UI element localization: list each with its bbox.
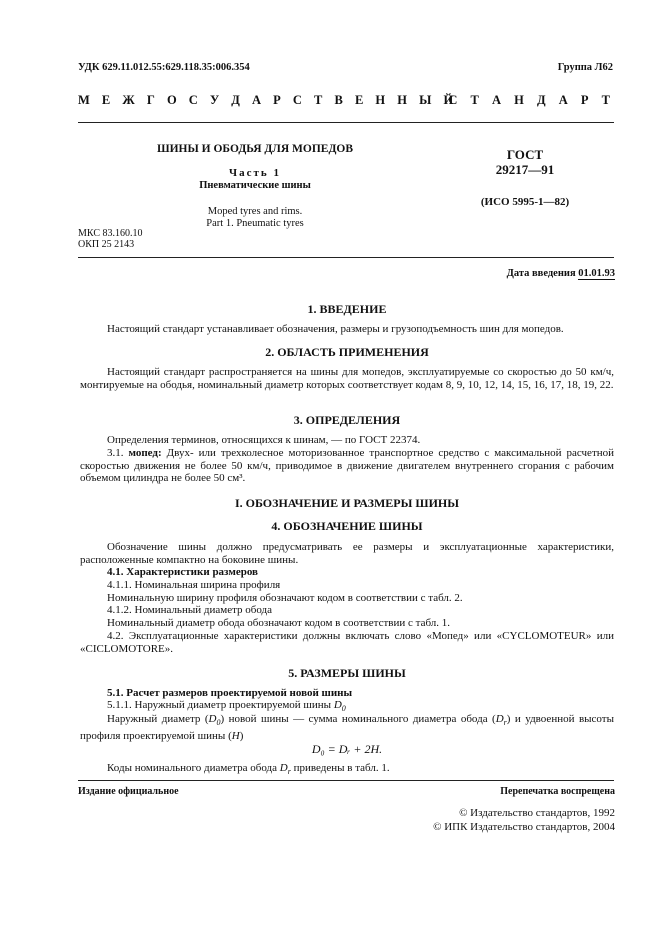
- english-title-2: Part 1. Pneumatic tyres: [206, 218, 304, 229]
- section-4-1-1-text: Номинальную ширину профиля обозначают кодом в соответствии с табл. 2.: [107, 592, 463, 604]
- section-4-1-2-text: Номинальный диаметр обода обозначают кодом в соответствии с табл. 1.: [107, 617, 451, 629]
- mks-code: МКС 83.160.10: [78, 228, 143, 239]
- iso-reference: (ИСО 5995-1—82): [480, 196, 570, 208]
- section-5-codes-text: Коды номинального диаметра обода $D_r$ приведены в табл. 1.: [107, 762, 390, 777]
- gost-number: 29217—91: [495, 162, 555, 177]
- udc-code: УДК 629.11.012.55:629.118.35:006.354: [78, 62, 250, 73]
- copyright-1992: © Издательство стандартов, 1992: [459, 807, 615, 819]
- section-5-1-1-text: Наружный диаметр $(D_0)$ новой шины — сумма номинального диаметра обода $(D_r)$ и удвоенной высоты профиля проектируемой шины (H): [80, 713, 614, 742]
- gost-label: ГОСТ: [506, 147, 544, 162]
- section-4-1-2-heading: 4.1.2. Номинальный диаметр обода: [107, 604, 273, 616]
- header-rule: [78, 122, 614, 123]
- intro-date-value: 01.01.93: [578, 268, 615, 279]
- section-3-1-definition: [80, 447, 614, 485]
- section-4-1-1-heading: 4.1.1. Номинальная ширина профиля: [107, 579, 281, 591]
- diameter-formula: D₀ = Dᵣ + 2H.: [311, 742, 383, 756]
- section-2-heading: 2. ОБЛАСТЬ ПРИМЕНЕНИЯ: [265, 345, 429, 359]
- definition-number: 3.1.: [107, 447, 124, 459]
- section-2-text: Настоящий стандарт распространяется на шины для мопедов, эксплуатируемые со скоростью до 50 км/ч, монтируемые на ободья, номинальный диаметр которых соответствует кодам 8, 9, 10, 12, 14, 15, 16, 17, 18, 19, 22.: [80, 366, 614, 391]
- banner-standard: С Т А Н Д А Р Т: [448, 93, 615, 107]
- title-rule: [78, 257, 614, 258]
- section-4-1-heading: 4.1. Характеристики размеров: [107, 566, 258, 578]
- reprint-notice: Перепечатка воспрещена: [500, 786, 615, 797]
- document-title: ШИНЫ И ОБОДЬЯ ДЛЯ МОПЕДОВ: [156, 143, 354, 155]
- english-title-1: Moped tyres and rims.: [207, 206, 303, 217]
- section-5-1-1-label: 5.1.1. Наружный диаметр проектируемой шины: [107, 699, 332, 711]
- section-4-text: Обозначение шины должно предусматривать ее размеры и эксплуатационные характеристики, расположенные компактно на боковине шины.: [80, 541, 614, 566]
- section-3-text: Определения терминов, относящихся к шинам, — по ГОСТ 22374.: [107, 434, 421, 446]
- banner-interstate: М Е Ж Г О С У Д А Р С Т В Е Н Н Ы Й: [78, 93, 457, 107]
- intro-date-label: Дата введения: [506, 268, 576, 279]
- outer-diameter-symbol: $D_0$: [333, 699, 346, 714]
- part-number: Часть 1: [229, 167, 281, 179]
- section-5-1-heading: 5.1. Расчет размеров проектируемой новой шины: [107, 687, 353, 699]
- section-5-heading: 5. РАЗМЕРЫ ШИНЫ: [288, 666, 406, 680]
- definition-text: Двух- или трехколесное моторизованное транспортное средство с максимальной расчетной скоростью движения не более 50 км/ч, приводимое в движение двигателем внутреннего сгорания с рабочим объемом цилиндра не более 50 см³.: [80, 447, 615, 484]
- text-part-d: ): [239, 729, 244, 742]
- part-title: Пневматические шины: [199, 180, 311, 191]
- text-part-c: ) и удвоенной высоты профиля проектируемой шины (: [80, 713, 614, 742]
- section-1-text: Настоящий стандарт устанавливает обозначения, размеры и грузоподъемность шин для мопедов.: [107, 323, 564, 335]
- text-part-b: ) новой шины — сумма номинального диаметра обода (: [220, 713, 496, 725]
- group-code: Группа Л62: [557, 62, 613, 73]
- part-1-heading: I. ОБОЗНАЧЕНИЕ И РАЗМЕРЫ ШИНЫ: [234, 496, 460, 510]
- okp-code: ОКП 25 2143: [78, 239, 135, 250]
- definition-term: мопед:: [128, 447, 162, 459]
- section-4-2-text: 4.2. Эксплуатационные характеристики должны включать слово «Мопед» или «CYCLOMOTEUR» или «CICLOMOTORE».: [80, 630, 614, 655]
- copyright-2004: © ИПК Издательство стандартов, 2004: [433, 821, 615, 833]
- section-4-heading: 4. ОБОЗНАЧЕНИЕ ШИНЫ: [271, 519, 423, 533]
- official-edition: Издание официальное: [78, 786, 179, 797]
- section-3-heading: 3. ОПРЕДЕЛЕНИЯ: [293, 413, 401, 427]
- codes-text-b: приведены в табл. 1.: [293, 762, 390, 774]
- codes-text-a: Коды номинального диаметра обода: [107, 762, 278, 774]
- intro-date: [507, 268, 615, 279]
- text-part-a: Наружный диаметр (: [107, 713, 209, 725]
- footer-rule: [78, 780, 614, 781]
- section-1-heading: 1. ВВЕДЕНИЕ: [307, 302, 387, 316]
